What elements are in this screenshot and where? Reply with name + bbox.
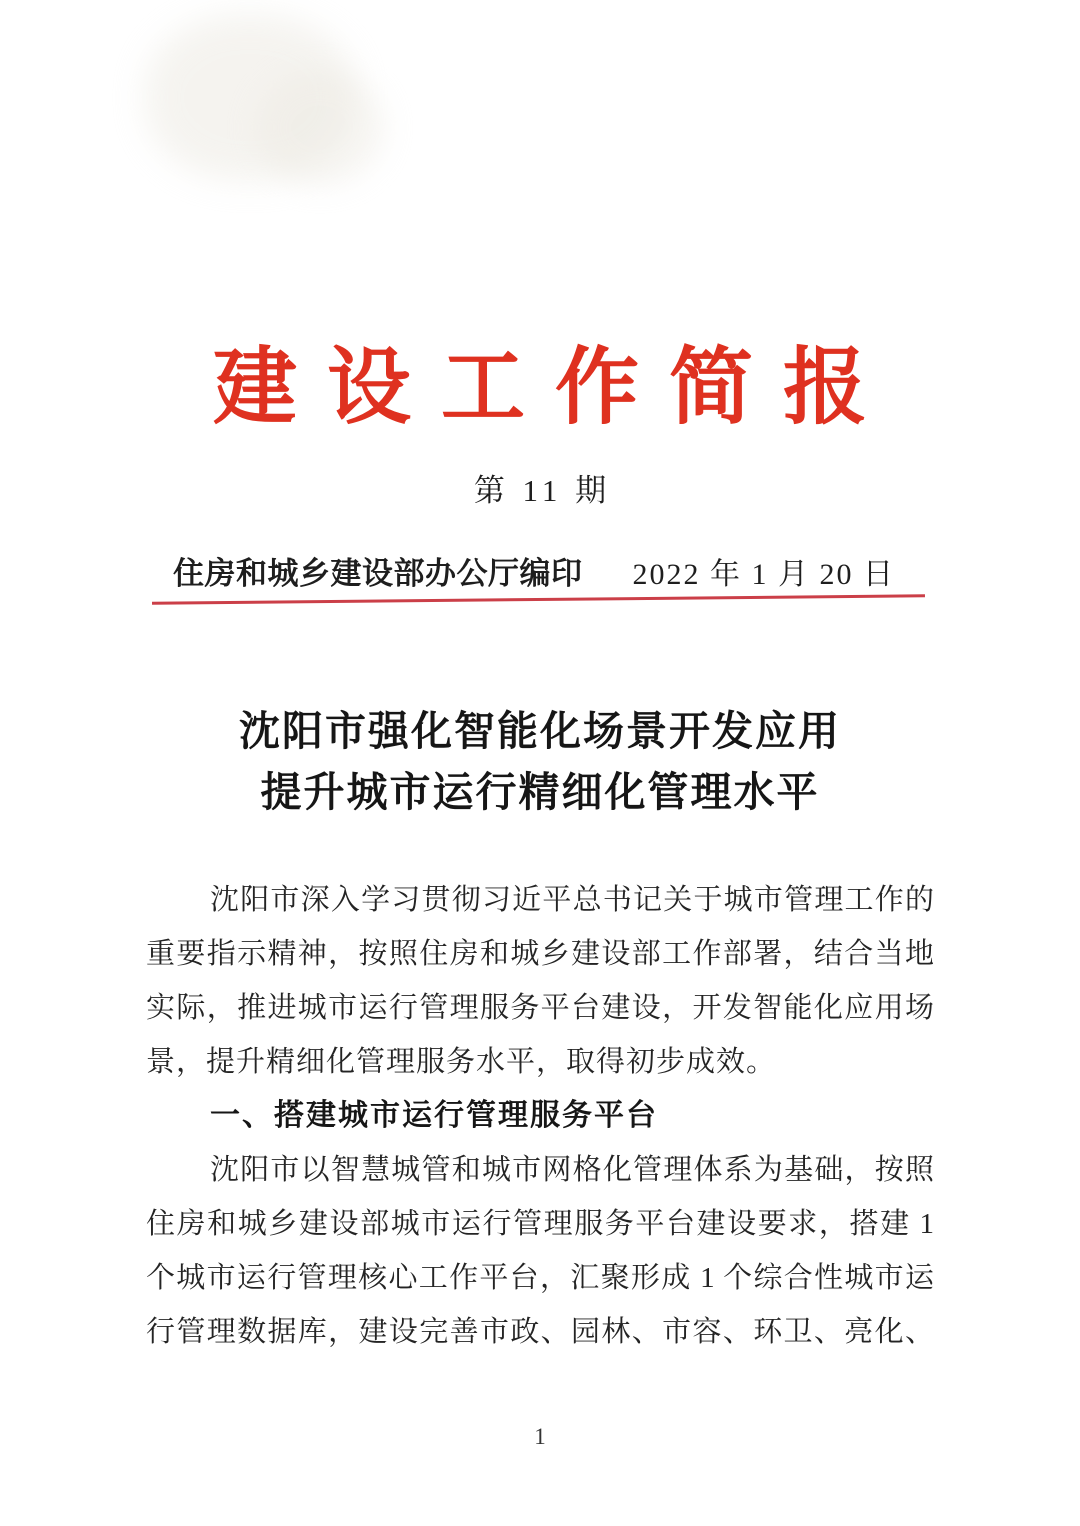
issue-number: 第 11 期 bbox=[473, 473, 612, 508]
paragraph1-line4: 景，提升精细化管理服务水平，取得初步成效。 bbox=[146, 1046, 777, 1078]
publisher-name: 住房和城乡建设部办公厅编印 bbox=[173, 556, 583, 591]
paragraph2-line3: 个城市运行管理核心工作平台，汇聚形成 1 个综合性城市运 bbox=[146, 1262, 934, 1294]
paragraph2-line1: 沈阳市以智慧城管和城市网格化管理体系为基础，按照 bbox=[210, 1154, 934, 1186]
article-title-line2: 提升城市运行精细化管理水平 bbox=[260, 769, 820, 815]
paragraph2-line4: 行管理数据库，建设完善市政、园林、市容、环卫、亮化、 bbox=[146, 1316, 934, 1348]
bulletin-masthead-title: 建设工作简报 bbox=[212, 342, 897, 435]
paragraph1-line3: 实际，推进城市运行管理服务平台建设，开发智能化应用场 bbox=[146, 992, 934, 1024]
paragraph1-line2: 重要指示精神，按照住房和城乡建设部工作部署，结合当地 bbox=[146, 938, 934, 970]
section1-heading: 一、搭建城市运行管理服务平台 bbox=[210, 1099, 658, 1132]
imprint-row bbox=[155, 548, 925, 593]
paragraph1-line1: 沈阳市深入学习贯彻习近平总书记关于城市管理工作的 bbox=[210, 884, 934, 916]
paragraph2-line2: 住房和城乡建设部城市运行管理服务平台建设要求，搭建 1 bbox=[146, 1208, 934, 1240]
article-title-line1: 沈阳市强化智能化场景开发应用 bbox=[239, 708, 841, 754]
masthead-divider-rule bbox=[152, 594, 925, 604]
scan-smudge bbox=[255, 70, 385, 185]
article-body bbox=[146, 873, 934, 1359]
article-title bbox=[0, 701, 1080, 823]
page-number: 1 bbox=[534, 1424, 546, 1449]
issue-date: 2022 年 1 月 20 日 bbox=[632, 558, 895, 591]
